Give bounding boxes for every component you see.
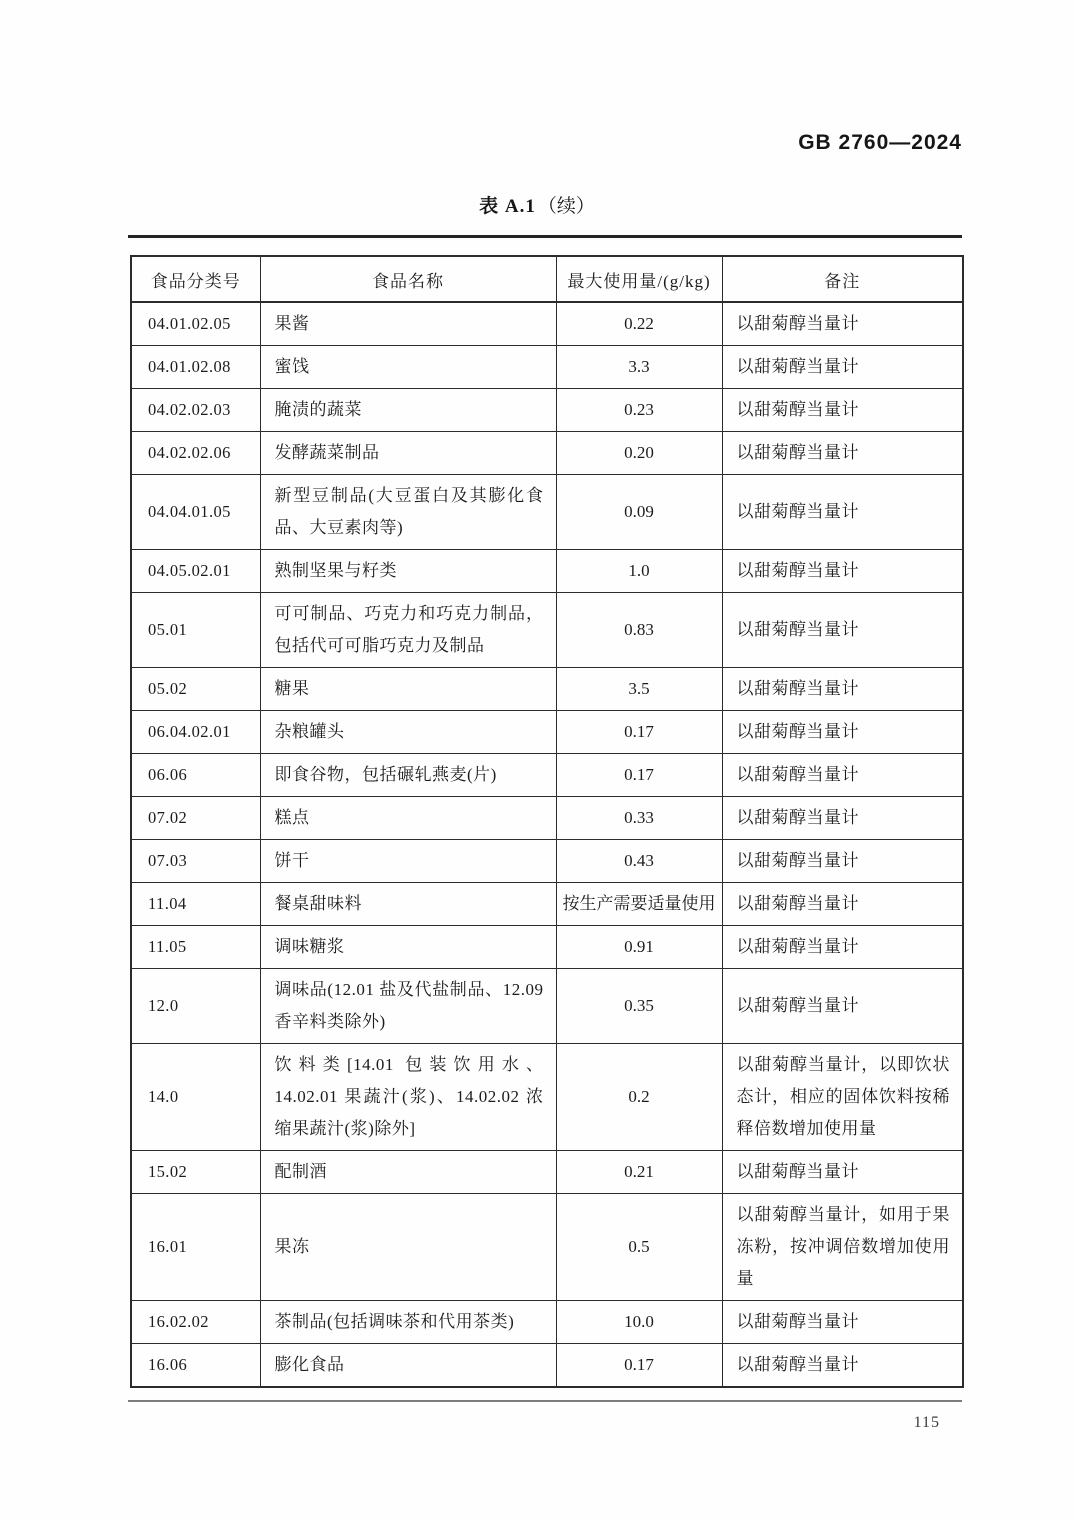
cell-food-name: 即食谷物，包括碾轧燕麦(片) xyxy=(260,754,556,797)
cell-remark: 以甜菊醇当量计 xyxy=(722,1344,963,1388)
cell-food-name: 杂粮罐头 xyxy=(260,711,556,754)
table-row xyxy=(131,1194,963,1301)
cell-food-name: 茶制品(包括调味茶和代用茶类) xyxy=(260,1301,556,1344)
cell-max-usage: 0.83 xyxy=(556,593,722,668)
cell-remark: 以甜菊醇当量计 xyxy=(722,475,963,550)
cell-food-name: 新型豆制品(大豆蛋白及其膨化食品、大豆素肉等) xyxy=(260,475,556,550)
cell-remark: 以甜菊醇当量计 xyxy=(722,1301,963,1344)
cell-food-name: 可可制品、巧克力和巧克力制品，包括代可可脂巧克力及制品 xyxy=(260,593,556,668)
cell-category-code: 04.05.02.01 xyxy=(131,550,260,593)
cell-max-usage: 0.21 xyxy=(556,1151,722,1194)
cell-category-code: 16.02.02 xyxy=(131,1301,260,1344)
cell-category-code: 04.02.02.03 xyxy=(131,389,260,432)
cell-category-code: 14.0 xyxy=(131,1044,260,1151)
cell-food-name: 果酱 xyxy=(260,302,556,346)
table-title-number: 表 A.1 xyxy=(479,196,536,217)
table-header xyxy=(131,256,963,302)
header-row xyxy=(131,256,963,302)
cell-max-usage: 10.0 xyxy=(556,1301,722,1344)
cell-remark: 以甜菊醇当量计 xyxy=(722,711,963,754)
cell-food-name: 发酵蔬菜制品 xyxy=(260,432,556,475)
column-header: 备注 xyxy=(722,256,963,302)
table-row xyxy=(131,797,963,840)
table-row xyxy=(131,346,963,389)
table-row xyxy=(131,1301,963,1344)
standard-code: GB 2760—2024 xyxy=(798,131,962,154)
cell-category-code: 15.02 xyxy=(131,1151,260,1194)
table-row xyxy=(131,475,963,550)
table-title-continued: （续） xyxy=(537,196,595,217)
footer-divider-rule xyxy=(128,1400,962,1402)
cell-remark: 以甜菊醇当量计 xyxy=(722,926,963,969)
cell-max-usage: 1.0 xyxy=(556,550,722,593)
cell-remark: 以甜菊醇当量计，如用于果冻粉，按冲调倍数增加使用量 xyxy=(722,1194,963,1301)
cell-remark: 以甜菊醇当量计 xyxy=(722,432,963,475)
cell-category-code: 06.04.02.01 xyxy=(131,711,260,754)
cell-remark: 以甜菊醇当量计 xyxy=(722,668,963,711)
table-row xyxy=(131,969,963,1044)
cell-remark: 以甜菊醇当量计 xyxy=(722,550,963,593)
table-row xyxy=(131,1044,963,1151)
column-header: 最大使用量/(g/kg) xyxy=(556,256,722,302)
cell-max-usage: 3.3 xyxy=(556,346,722,389)
cell-food-name: 膨化食品 xyxy=(260,1344,556,1388)
table-row xyxy=(131,754,963,797)
cell-category-code: 11.05 xyxy=(131,926,260,969)
cell-remark: 以甜菊醇当量计 xyxy=(722,593,963,668)
cell-max-usage: 0.33 xyxy=(556,797,722,840)
cell-food-name: 糕点 xyxy=(260,797,556,840)
table-row xyxy=(131,1344,963,1388)
cell-category-code: 07.02 xyxy=(131,797,260,840)
cell-food-name: 果冻 xyxy=(260,1194,556,1301)
table-row xyxy=(131,550,963,593)
cell-food-name: 饼干 xyxy=(260,840,556,883)
cell-category-code: 11.04 xyxy=(131,883,260,926)
cell-remark: 以甜菊醇当量计 xyxy=(722,754,963,797)
cell-max-usage: 0.5 xyxy=(556,1194,722,1301)
cell-max-usage: 0.22 xyxy=(556,302,722,346)
cell-max-usage: 0.43 xyxy=(556,840,722,883)
cell-category-code: 07.03 xyxy=(131,840,260,883)
table-row xyxy=(131,593,963,668)
cell-remark: 以甜菊醇当量计 xyxy=(722,840,963,883)
column-header: 食品名称 xyxy=(260,256,556,302)
table-row xyxy=(131,926,963,969)
food-additive-table xyxy=(130,255,964,1388)
cell-max-usage: 0.20 xyxy=(556,432,722,475)
cell-category-code: 05.02 xyxy=(131,668,260,711)
table-body xyxy=(131,302,963,1387)
title-divider-rule xyxy=(128,235,962,238)
cell-category-code: 04.01.02.05 xyxy=(131,302,260,346)
cell-remark: 以甜菊醇当量计 xyxy=(722,389,963,432)
cell-remark: 以甜菊醇当量计 xyxy=(722,1151,963,1194)
cell-remark: 以甜菊醇当量计 xyxy=(722,797,963,840)
cell-max-usage: 0.2 xyxy=(556,1044,722,1151)
column-header: 食品分类号 xyxy=(131,256,260,302)
cell-remark: 以甜菊醇当量计 xyxy=(722,302,963,346)
cell-max-usage: 0.17 xyxy=(556,711,722,754)
cell-max-usage: 0.35 xyxy=(556,969,722,1044)
table-row xyxy=(131,432,963,475)
cell-food-name: 调味品(12.01 盐及代盐制品、12.09 香辛料类除外) xyxy=(260,969,556,1044)
cell-food-name: 配制酒 xyxy=(260,1151,556,1194)
cell-remark: 以甜菊醇当量计，以即饮状态计，相应的固体饮料按稀释倍数增加使用量 xyxy=(722,1044,963,1151)
cell-food-name: 蜜饯 xyxy=(260,346,556,389)
cell-category-code: 05.01 xyxy=(131,593,260,668)
table-row xyxy=(131,1151,963,1194)
cell-food-name: 饮料类[14.01 包装饮用水、14.02.01 果蔬汁(浆)、14.02.02 浓缩果蔬汁(浆)除外] xyxy=(260,1044,556,1151)
cell-category-code: 12.0 xyxy=(131,969,260,1044)
cell-food-name: 调味糖浆 xyxy=(260,926,556,969)
table-row xyxy=(131,840,963,883)
table-row xyxy=(131,302,963,346)
cell-category-code: 04.02.02.06 xyxy=(131,432,260,475)
cell-category-code: 04.01.02.08 xyxy=(131,346,260,389)
cell-remark: 以甜菊醇当量计 xyxy=(722,883,963,926)
cell-food-name: 腌渍的蔬菜 xyxy=(260,389,556,432)
table-row xyxy=(131,883,963,926)
cell-remark: 以甜菊醇当量计 xyxy=(722,346,963,389)
cell-max-usage: 0.17 xyxy=(556,754,722,797)
table-row xyxy=(131,389,963,432)
cell-max-usage: 0.17 xyxy=(556,1344,722,1388)
table-row xyxy=(131,711,963,754)
page-number: 115 xyxy=(913,1414,940,1431)
table-row xyxy=(131,668,963,711)
cell-max-usage: 按生产需要适量使用 xyxy=(556,883,722,926)
cell-category-code: 04.04.01.05 xyxy=(131,475,260,550)
cell-remark: 以甜菊醇当量计 xyxy=(722,969,963,1044)
cell-max-usage: 0.09 xyxy=(556,475,722,550)
table-title xyxy=(0,191,1074,218)
cell-category-code: 06.06 xyxy=(131,754,260,797)
cell-max-usage: 0.91 xyxy=(556,926,722,969)
cell-food-name: 糖果 xyxy=(260,668,556,711)
cell-category-code: 16.01 xyxy=(131,1194,260,1301)
cell-max-usage: 3.5 xyxy=(556,668,722,711)
cell-food-name: 餐桌甜味料 xyxy=(260,883,556,926)
cell-category-code: 16.06 xyxy=(131,1344,260,1388)
cell-max-usage: 0.23 xyxy=(556,389,722,432)
cell-food-name: 熟制坚果与籽类 xyxy=(260,550,556,593)
